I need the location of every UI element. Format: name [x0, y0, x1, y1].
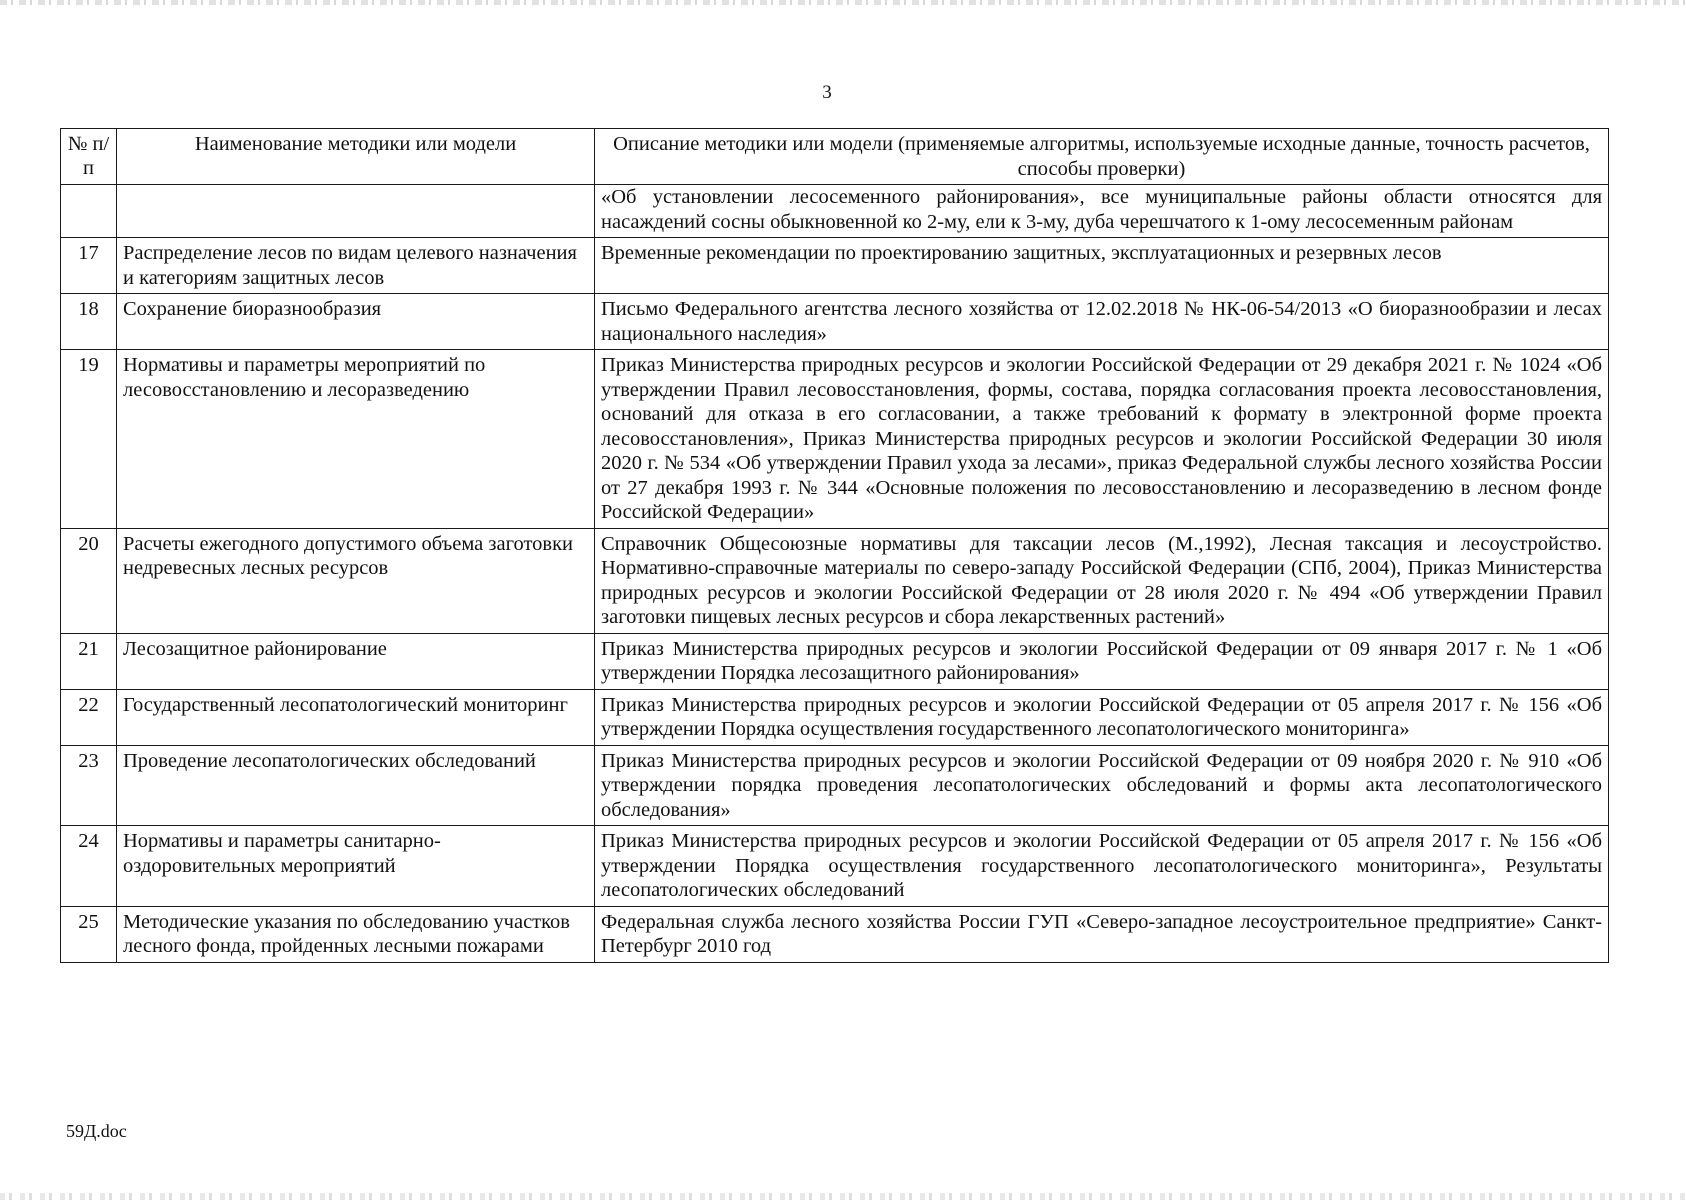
cell-num: 18 — [61, 294, 117, 350]
cell-name-empty — [117, 185, 595, 238]
cell-num: 20 — [61, 528, 117, 633]
cell-name: Методические указания по обследованию участков лесного фонда, пройденных лесными пожарами — [117, 906, 595, 962]
cell-num: 25 — [61, 906, 117, 962]
cell-desc-continuation: «Об установлении лесосеменного районирования», все муниципальные районы области относятся для насаждений сосны обыкновенной ко 2-му, ели к 3-му, дуба черешчатого к 1-ому лесосеменным районам — [595, 185, 1609, 238]
header-desc: Описание методики или модели (применяемые алгоритмы, используемые исходные данные, точность расчетов, способы проверки) — [595, 129, 1609, 185]
cell-desc: Федеральная служба лесного хозяйства России ГУП «Северо-западное лесоустроительное предприятие» Санкт-Петербург 2010 год — [595, 906, 1609, 962]
table-row — [61, 238, 1609, 294]
table-row — [61, 528, 1609, 633]
header-num: № п/п — [61, 129, 117, 185]
table-row — [61, 294, 1609, 350]
cell-num-empty — [61, 185, 117, 238]
cell-name: Распределение лесов по видам целевого назначения и категориям защитных лесов — [117, 238, 595, 294]
cell-name: Расчеты ежегодного допустимого объема заготовки недревесных лесных ресурсов — [117, 528, 595, 633]
cell-desc: Приказ Министерства природных ресурсов и экологии Российской Федерации от 09 января 2017 г. № 1 «Об утверждении Порядка лесозащитного районирования» — [595, 633, 1609, 689]
cell-num: 24 — [61, 826, 117, 907]
table-row — [61, 906, 1609, 962]
scan-edge-top — [0, 0, 1686, 5]
cell-num: 19 — [61, 350, 117, 529]
cell-desc: Приказ Министерства природных ресурсов и экологии Российской Федерации от 05 апреля 2017 г. № 156 «Об утверждении Порядка осуществления государственного лесопатологического мониторинга» — [595, 689, 1609, 745]
footer-filename: 59Д.doc — [66, 1121, 127, 1141]
cell-desc: Приказ Министерства природных ресурсов и экологии Российской Федерации от 09 ноября 2020 г. № 910 «Об утверждении порядка проведения лесопатологических обследований и формы акта лесопатологического обследования» — [595, 745, 1609, 826]
cell-name: Государственный лесопатологический мониторинг — [117, 689, 595, 745]
cell-name: Лесозащитное районирование — [117, 633, 595, 689]
cell-desc: Письмо Федерального агентства лесного хозяйства от 12.02.2018 № НК-06-54/2013 «О биоразнообразии и лесах национального наследия» — [595, 294, 1609, 350]
cell-num: 22 — [61, 689, 117, 745]
table-row — [61, 633, 1609, 689]
cell-desc: Справочник Общесоюзные нормативы для таксации лесов (М.,1992), Лесная таксация и лесоустройство. Нормативно-справочные материалы по северо-западу Российской Федерации (СПб, 2004), Приказ Министерства природных ресурсов и экологии Российской Федерации от 28 июля 2020 г. № 494 «Об утверждении Правил заготовки пищевых лесных ресурсов и сбора лекарственных растений» — [595, 528, 1609, 633]
cell-num: 21 — [61, 633, 117, 689]
cell-name: Проведение лесопатологических обследований — [117, 745, 595, 826]
table-row — [61, 350, 1609, 529]
cell-name: Нормативы и параметры санитарно-оздоровительных мероприятий — [117, 826, 595, 907]
methods-table — [60, 128, 1609, 963]
cell-num: 17 — [61, 238, 117, 294]
scan-edge-bottom — [0, 1193, 1686, 1200]
cell-name: Сохранение биоразнообразия — [117, 294, 595, 350]
header-name: Наименование методики или модели — [117, 129, 595, 185]
cell-desc: Приказ Министерства природных ресурсов и экологии Российской Федерации от 05 апреля 2017 г. № 156 «Об утверждении Порядка осуществления государственного лесопатологического мониторинга», Результаты лесопатологических обследований — [595, 826, 1609, 907]
cell-desc: Приказ Министерства природных ресурсов и экологии Российской Федерации от 29 декабря 2021 г. № 1024 «Об утверждении Правил лесовосстановления, формы, состава, порядка согласования проекта лесовосстановления, оснований для отказа в его согласовании, а также требований к формату в электронной форме проекта лесовосстановления», Приказ Министерства природных ресурсов и экологии Российской Федерации 30 июля 2020 г. № 534 «Об утверждении Правил ухода за лесами», приказ Федеральной службы лесного хозяйства России от 27 декабря 1993 г. № 344 «Основные положения по лесовосстановлению и лесоразведению в лесном фонде Российской Федерации» — [595, 350, 1609, 529]
table-row — [61, 689, 1609, 745]
page-number: 3 — [822, 82, 832, 103]
cell-name: Нормативы и параметры мероприятий по лесовосстановлению и лесоразведению — [117, 350, 595, 529]
table-row — [61, 745, 1609, 826]
table-row — [61, 826, 1609, 907]
table-header-row — [61, 129, 1609, 185]
cell-desc: Временные рекомендации по проектированию защитных, эксплуатационных и резервных лесов — [595, 238, 1609, 294]
cell-num: 23 — [61, 745, 117, 826]
table-row-continuation — [61, 185, 1609, 238]
